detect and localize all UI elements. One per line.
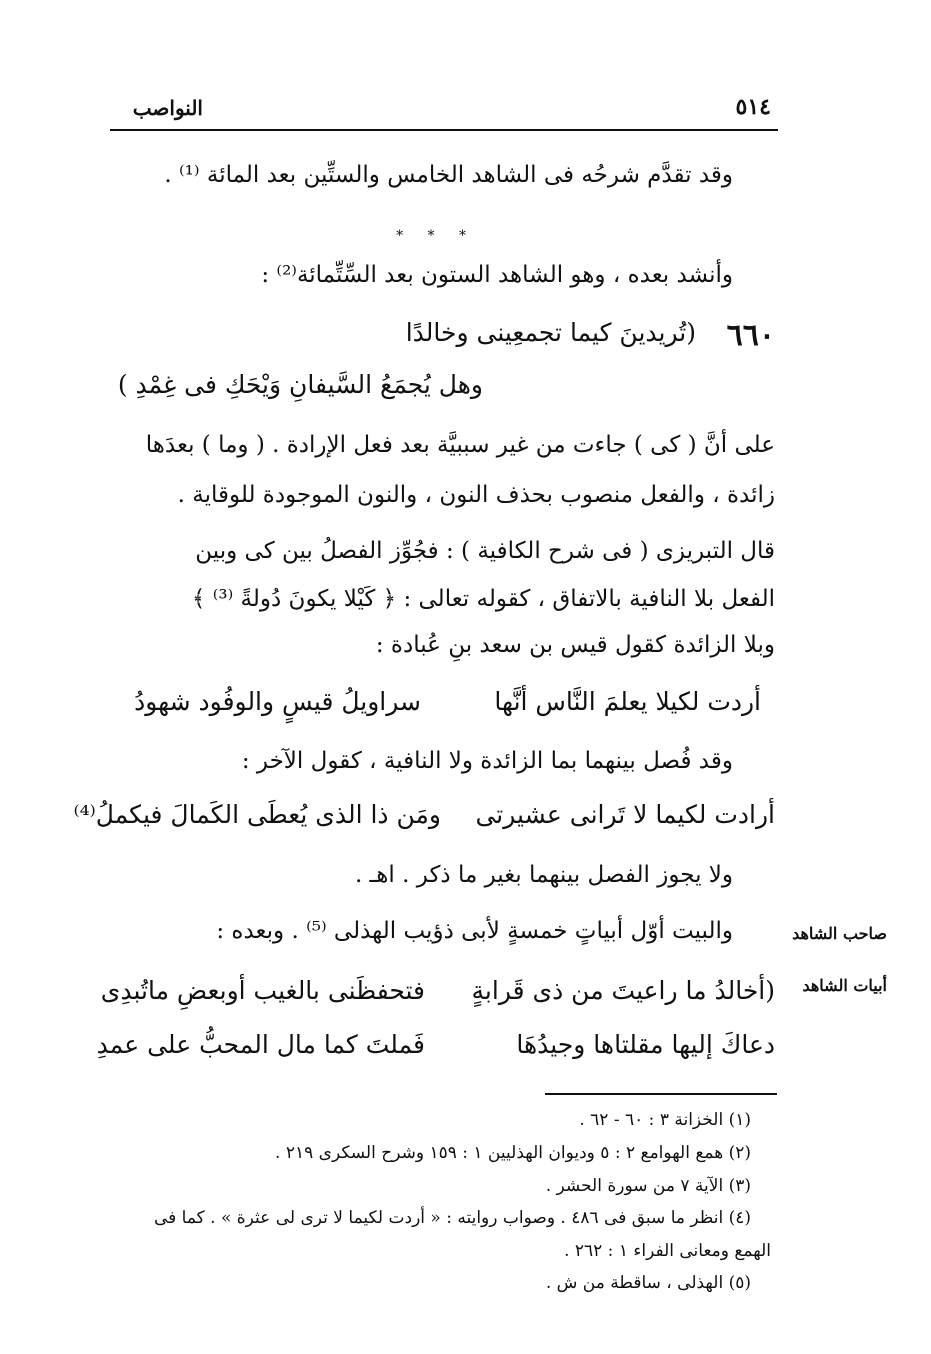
body-line-9: ولا يجوز الفصل بينهما بغير ما ذكر . اهـ .	[354, 862, 733, 888]
body-line-7: وبلا الزائدة كقول قيس بن سعد بنِ عُبادة :	[375, 632, 775, 658]
body-line-6: الفعل بلا النافية بالاتفاق ، كقوله تعالى : ﴿ كَيْلا يكونَ دُولةً ⁽³⁾ ﴾	[191, 586, 775, 612]
verse-line-6b: فَملتَ كما مال المحبُّ على عمدِ	[96, 1030, 425, 1059]
footnote-rule	[545, 1093, 777, 1095]
body-line-10: والبيت أوّل أبياتٍ خمسةٍ لأبى ذؤيب الهذلى ⁽⁵⁾ . وبعده :	[216, 918, 733, 944]
footnote-4-continued: الهمع ومعانى الفراء ١ : ٢٦٢ .	[564, 1241, 771, 1261]
side-label-author: صاحب الشاهد	[792, 924, 887, 943]
running-title: النواصب	[132, 96, 203, 120]
witness-number: ٦٦٠	[726, 318, 775, 353]
body-line-1: وقد تقدَّم شرحُه فى الشاهد الخامس والستِّين بعد المائة ⁽¹⁾ .	[164, 162, 733, 188]
verse-line-2: وهل يُجمَعُ السَّيفانِ وَيْحَكِ فى غِمْدِ )	[117, 370, 483, 399]
page-number: ٥١٤	[735, 94, 771, 120]
verse-line-6a: دعاكَ إليها مقلتاها وجيدُهَا	[516, 1030, 775, 1059]
footnote-3: (٣) الآية ٧ من سورة الحشر .	[545, 1176, 751, 1196]
body-line-8: وقد فُصل بينهما بما الزائدة ولا النافية ، كقول الآخر :	[241, 748, 733, 774]
section-separator: * * *	[396, 228, 476, 244]
footnote-2: (٢) همع الهوامع ٢ : ٥ وديوان الهذليين ١ : ١٥٩ وشرح السكرى ٢١٩ .	[275, 1143, 751, 1163]
verse-line-3a: أردت لكيلا يعلمَ النَّاس أنَّها	[494, 687, 761, 716]
body-line-5: قال التبريزى ( فى شرح الكافية ) : فجُوِّز الفصلُ بين كى وبين	[195, 538, 775, 564]
body-line-2: وأنشد بعده ، وهو الشاهد الستون بعد السِّتِّمائة⁽²⁾ :	[261, 262, 733, 288]
verse-line-1: (تُريدينَ كيما تجمعِينى وخالدًا	[405, 318, 696, 347]
body-line-3: على أنَّ ( كى ) جاءت من غير سببيَّة بعد فعل الإرادة . ( وما ) بعدَها	[145, 432, 775, 458]
verse-line-3b: سراويلُ قيسٍ والوفُود شهودُ	[134, 687, 421, 716]
footnote-1: (١) الخزانة ٣ : ٦٠ - ٦٢ .	[579, 1110, 751, 1130]
footnote-5: (٥) الهذلى ، ساقطة من ش .	[545, 1273, 751, 1293]
verse-line-4b: ومَن ذا الذى يُعطَى الكَمالَ فيكملُ⁽⁴⁾	[73, 800, 441, 829]
verse-line-5a: (أخالدُ ما راعيتَ من ذى قَرابةٍ	[471, 976, 775, 1005]
footnote-4: (٤) انظر ما سبق فى ٤٨٦ . وصواب روايته : « أردت لكيما لا ترى لى عثرة » . كما فى	[153, 1208, 751, 1228]
body-line-4: زائدة ، والفعل منصوب بحذف النون ، والنون الموجودة للوقاية .	[177, 482, 775, 508]
verse-line-4a: أرادت لكيما لا تَرانى عشيرتى	[475, 800, 775, 829]
side-label-verses: أبيات الشاهد	[802, 976, 887, 995]
header-rule	[110, 129, 778, 131]
verse-line-5b: فتحفظَنى بالغيب أوبعضِ ماتُبدِى	[100, 976, 425, 1005]
